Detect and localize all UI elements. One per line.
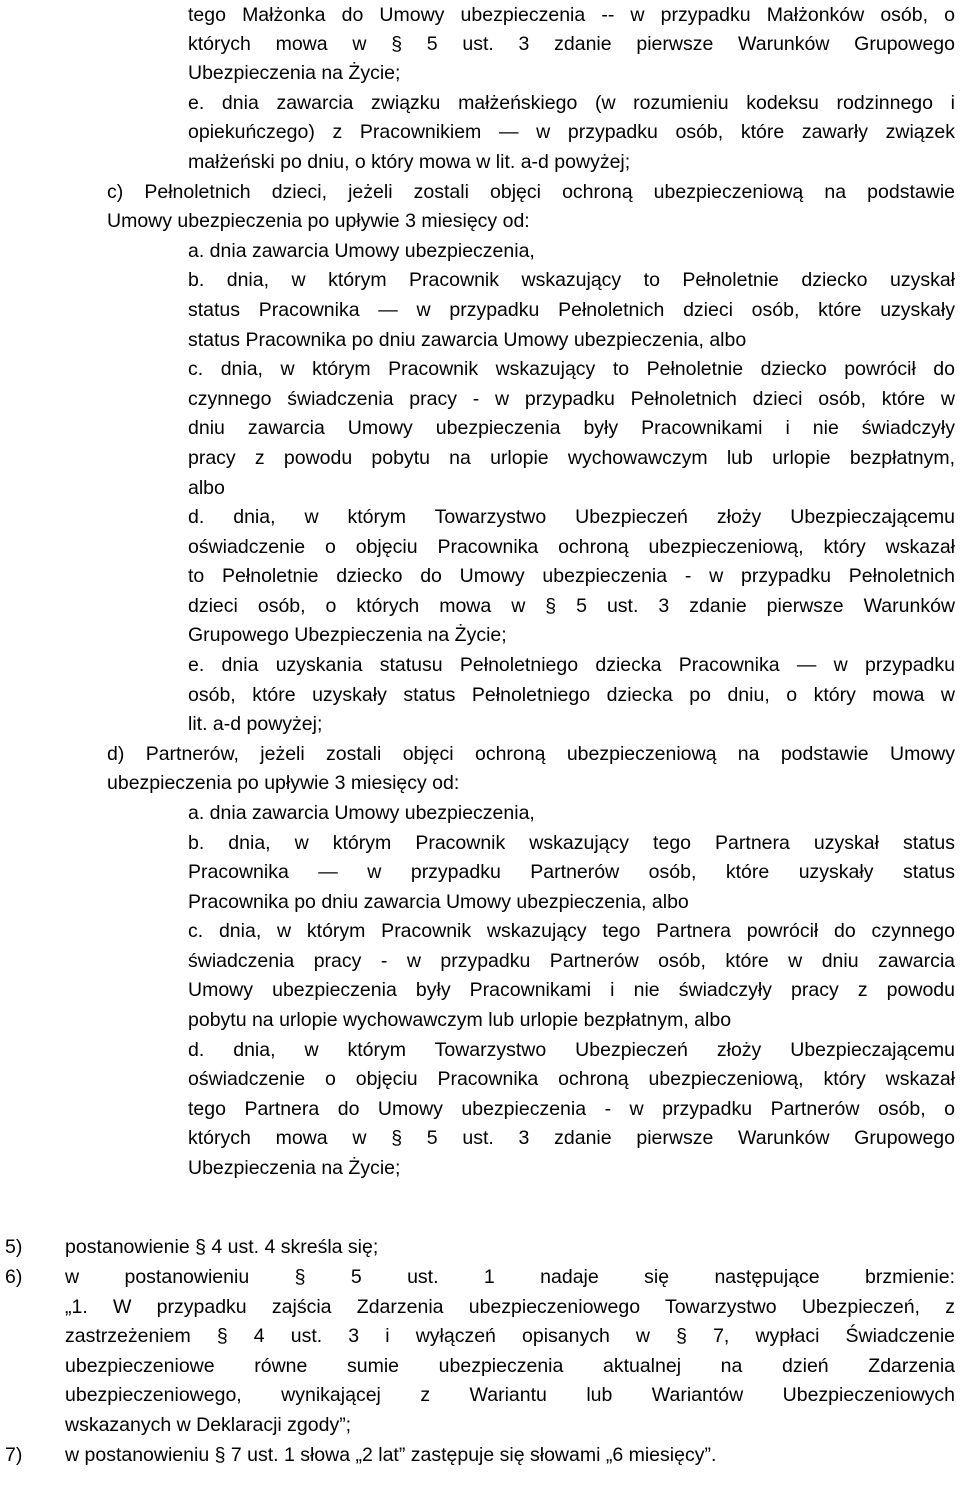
list-item: d. dnia, w którym Towarzystwo Ubezpieczeń złoży Ubezpieczającemu [188,1039,955,1061]
list-item: a. dnia zawarcia Umowy ubezpieczenia, [188,802,535,824]
text-line: Pracownika po dniu zawarcia Umowy ubezpieczenia, albo [188,891,689,913]
text-line: tego Partnera do Umowy ubezpieczenia - w przypadku Partnerów osób, o [188,1098,955,1120]
text-line: czynnego świadczenia pracy - w przypadku Pełnoletnich dzieci osób, które w [188,388,955,410]
text-line: status Pracownika — w przypadku Pełnoletnich dzieci osób, które uzyskały [188,299,955,321]
text-line: zastrzeżeniem § 4 ust. 3 i wyłączeń opisanych w § 7, wypłaci Świadczenie [65,1325,955,1347]
text-line: to Pełnoletnie dziecko do Umowy ubezpieczenia - w przypadku Pełnoletnich [188,565,955,587]
text-line: dzieci osób, o których mowa w § 5 ust. 3 zdanie pierwsze Warunków [188,595,955,617]
list-item: b. dnia, w którym Pracownik wskazujący tego Partnera uzyskał status [188,832,955,854]
text-line: ubezpieczeniowego, wynikającej z Wariantu lub Wariantów Ubezpieczeniowych [65,1384,955,1406]
text-line: małżeński po dniu, o który mowa w lit. a-d powyżej; [188,151,631,173]
text-line: których mowa w § 5 ust. 3 zdanie pierwsze Warunków Grupowego [188,33,955,55]
text-line: dniu zawarcia Umowy ubezpieczenia były Pracownikami i nie świadczyły [188,417,955,439]
text-line: „1. W przypadku zajścia Zdarzenia ubezpieczeniowego Towarzystwo Ubezpieczeń, z [65,1296,955,1318]
text-line: wskazanych w Deklaracji zgody”; [65,1414,352,1436]
list-item: w postanowieniu § 5 ust. 1 nadaje się następujące brzmienie: [65,1266,955,1288]
text-line: Grupowego Ubezpieczenia na Życie; [188,624,507,646]
text-line: lit. a-d powyżej; [188,713,323,735]
item-number: 6) [5,1266,23,1288]
list-item: e. dnia uzyskania statusu Pełnoletniego dziecka Pracownika — w przypadku [188,654,955,676]
list-item: a. dnia zawarcia Umowy ubezpieczenia, [188,240,535,262]
section-heading: c) Pełnoletnich dzieci, jeżeli zostali objęci ochroną ubezpieczeniową na podstawie [107,181,955,203]
text-line: których mowa w § 5 ust. 3 zdanie pierwsze Warunków Grupowego [188,1127,955,1149]
list-item: postanowienie § 4 ust. 4 skreśla się; [65,1236,379,1258]
text-line: status Pracownika po dniu zawarcia Umowy ubezpieczenia, albo [188,329,747,351]
text-line: pracy z powodu pobytu na urlopie wychowawczym lub urlopie bezpłatnym, [188,447,955,469]
text-line: świadczenia pracy - w przypadku Partnerów osób, które w dniu zawarcia [188,950,955,972]
text-line: oświadczenie o objęciu Pracownika ochroną ubezpieczeniową, który wskazał [188,1068,955,1090]
text-line: oświadczenie o objęciu Pracownika ochroną ubezpieczeniową, który wskazał [188,536,955,558]
list-item: w postanowieniu § 7 ust. 1 słowa „2 lat” zastępuje się słowami „6 miesięcy”. [65,1444,717,1466]
section-heading: Umowy ubezpieczenia po upływie 3 miesięcy od: [107,210,530,232]
list-item: b. dnia, w którym Pracownik wskazujący to Pełnoletnie dziecko uzyskał [188,269,955,291]
section-heading: ubezpieczenia po upływie 3 miesięcy od: [107,772,460,794]
list-item: c. dnia, w którym Pracownik wskazujący tego Partnera powrócił do czynnego [188,920,955,942]
text-line: Ubezpieczenia na Życie; [188,62,401,84]
text-line: Pracownika — w przypadku Partnerów osób, które uzyskały status [188,861,955,883]
section-heading: d) Partnerów, jeżeli zostali objęci ochroną ubezpieczeniową na podstawie Umowy [107,743,955,765]
item-number: 7) [5,1444,23,1466]
item-number: 5) [5,1236,23,1258]
text-line: osób, które uzyskały status Pełnoletniego dziecka po dniu, o który mowa w [188,684,955,706]
list-item: c. dnia, w którym Pracownik wskazujący to Pełnoletnie dziecko powrócił do [188,358,955,380]
text-line: tego Małżonka do Umowy ubezpieczenia -- w przypadku Małżonków osób, o [188,4,955,26]
text-line: ubezpieczeniowe równe sumie ubezpieczenia aktualnej na dzień Zdarzenia [65,1355,955,1377]
text-line: Ubezpieczenia na Życie; [188,1157,401,1179]
text-line: pobytu na urlopie wychowawczym lub urlopie bezpłatnym, albo [188,1009,732,1031]
text-line: e. dnia zawarcia związku małżeńskiego (w rozumieniu kodeksu rodzinnego i [188,92,955,114]
list-item: d. dnia, w którym Towarzystwo Ubezpieczeń złoży Ubezpieczającemu [188,506,955,528]
text-line: Umowy ubezpieczenia były Pracownikami i nie świadczyły pracy z powodu [188,979,955,1001]
text-line: albo [188,477,225,499]
text-line: opiekuńczego) z Pracownikiem — w przypadku osób, które zawarły związek [188,121,955,143]
